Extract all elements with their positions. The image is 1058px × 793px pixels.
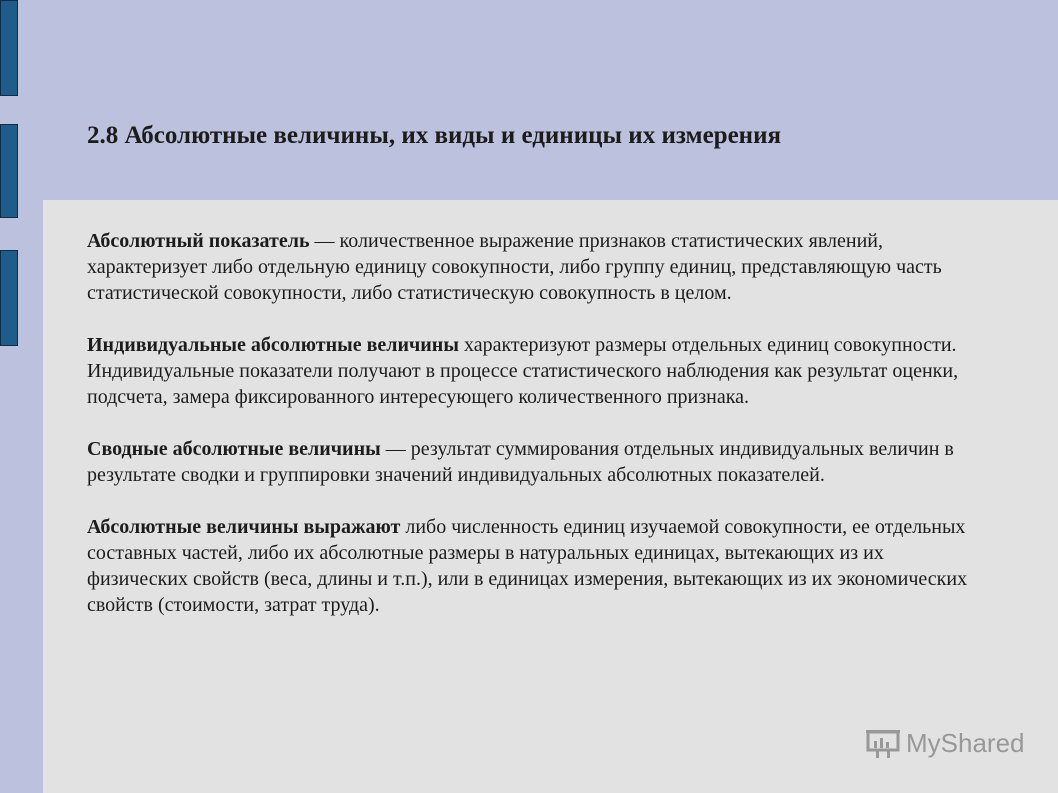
definition-individual-values: характеризуют размеры отдельных единиц совокупности. Индивидуальные показатели получают в процессе статистического наблюдения как результат оценки, подсчета, замера фиксированного интересующего количественного признака. xyxy=(87,334,959,408)
content-text xyxy=(87,228,987,644)
paragraph-summary-values xyxy=(87,436,987,488)
left-accent-bar-top xyxy=(0,0,18,96)
slide-title: 2.8 Абсолютные величины, их виды и единицы их измерения xyxy=(87,122,781,149)
watermark-text: MyShared xyxy=(906,728,1025,758)
content-panel xyxy=(43,200,1058,793)
paragraph-absolute-indicator xyxy=(87,228,987,306)
definition-summary-values: — результат суммирования отдельных индивидуальных величин в результате сводки и группировки значений индивидуальных абсолютных показателей. xyxy=(87,438,954,486)
paragraph-values-express xyxy=(87,514,987,618)
term-absolute-indicator: Абсолютный показатель xyxy=(87,230,310,252)
term-values-express: Абсолютные величины выражают xyxy=(87,516,401,538)
left-accent-bar-bottom xyxy=(0,250,18,346)
definition-values-express: либо численность единиц изучаемой совокупности, ее отдельных составных частей, либо их абсолютные размеры в натуральных единицах, вытекающих из их физических свойств (веса, длины и т.п.), или в единицах измерения, вытекающих из их экономических свойств (стоимости, затрат труда). xyxy=(87,516,968,616)
definition-absolute-indicator: — количественное выражение признаков статистических явлений, характеризует либо отдельную единицу совокупности, либо группу единиц, представляющую часть статистической совокупности, либо статистическую совокупность в целом. xyxy=(87,230,942,304)
term-summary-values: Сводные абсолютные величины xyxy=(87,438,381,460)
left-accent-bar-middle xyxy=(0,124,18,218)
term-individual-values: Индивидуальные абсолютные величины xyxy=(87,334,459,356)
presentation-board-icon xyxy=(866,729,900,759)
myshared-watermark xyxy=(866,728,1025,759)
paragraph-individual-values xyxy=(87,332,987,410)
